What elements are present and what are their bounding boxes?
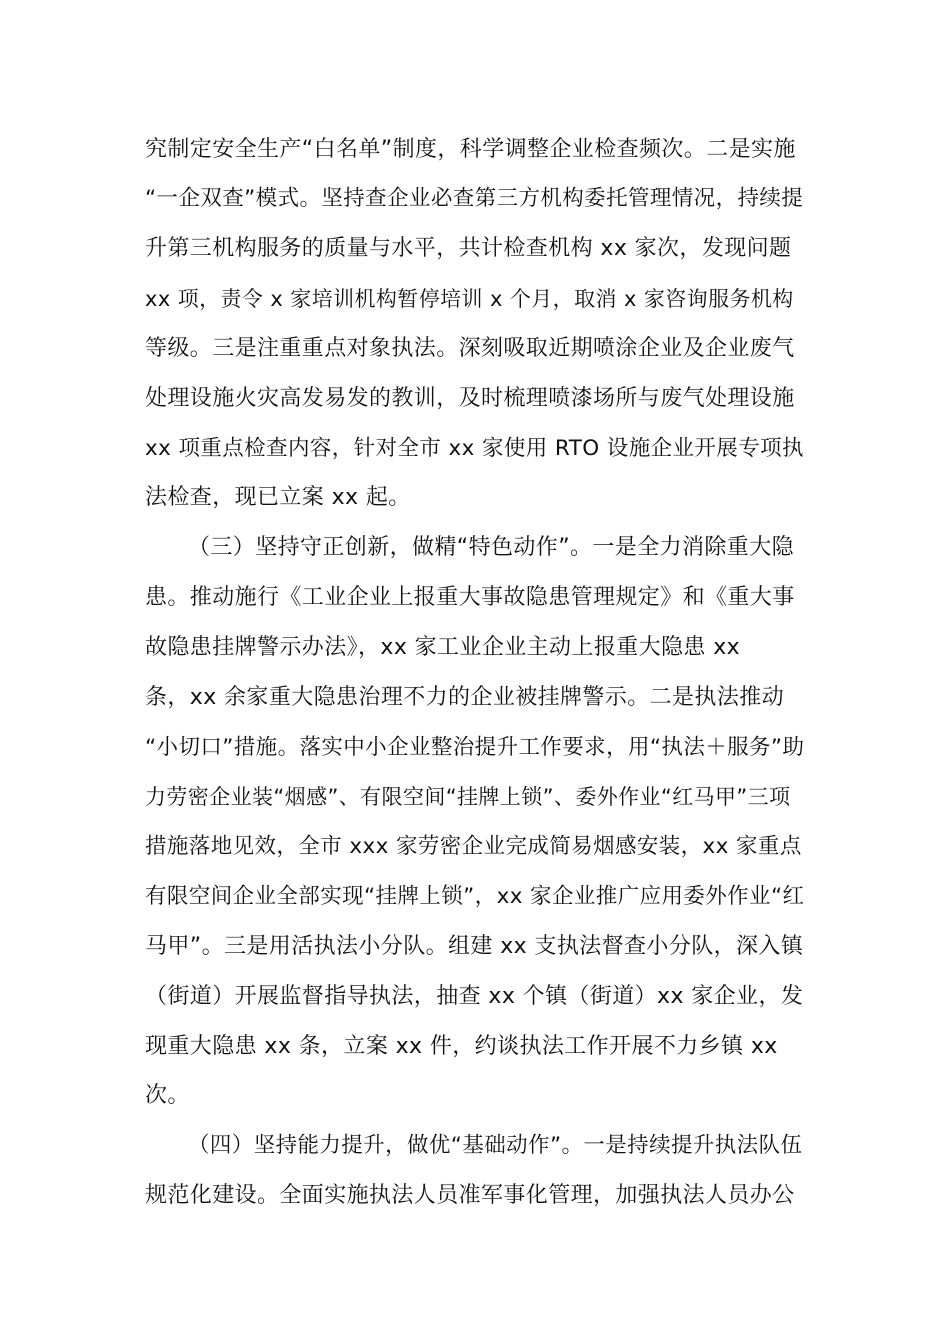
text-line: 处理设施火灾高发易发的教训，及时梳理喷漆场所与废气处理设施 (145, 386, 795, 411)
text-line: 条，xx 余家重大隐患治理不力的企业被挂牌警示。二是执法推动 (145, 685, 785, 710)
text-line: “一企双查”模式。坚持查企业必查第三方机构委托管理情况，持续提 (145, 186, 804, 211)
text-line: 患。推动施行《工业企业上报重大事故隐患管理规定》和《重大事 (145, 585, 795, 610)
section-heading-4: （四）坚持能力提升，做优“基础动作”。一是持续提升执法队伍 (188, 1133, 803, 1158)
section-heading-3: （三）坚持守正创新，做精“特色动作”。一是全力消除重大隐 (188, 535, 794, 560)
text-line: “小切口”措施。落实中小企业整治提升工作要求，用“执法＋服务”助 (145, 735, 805, 760)
text-line: 措施落地见效，全市 xxx 家劳密企业完成简易烟感安装，xx 家重点 (145, 834, 802, 859)
text-line: （街道）开展监督指导执法，抽查 xx 个镇（街道）xx 家企业，发 (145, 984, 804, 1009)
text-line: 规范化建设。全面实施执法人员准军事化管理，加强执法人员办公 (145, 1183, 795, 1208)
text-line: 现重大隐患 xx 条，立案 xx 件，约谈执法工作开展不力乡镇 xx (145, 1034, 778, 1059)
text-line: 故隐患挂牌警示办法》，xx 家工业企业主动上报重大隐患 xx (145, 635, 741, 660)
text-line: xx 项重点检查内容，针对全市 xx 家使用 RTO 设施企业开展专项执 (145, 436, 804, 461)
text-line: 究制定安全生产“白名单”制度，科学调整企业检查频次。二是实施 (145, 137, 796, 162)
text-line: 等级。三是注重重点对象执法。深刻吸取近期喷涂企业及企业废气 (145, 336, 795, 361)
text-line: xx 项，责令 x 家培训机构暂停培训 x 个月，取消 x 家咨询服务机构 (145, 287, 794, 311)
text-line: 力劳密企业装“烟感”、有限空间“挂牌上锁”、委外作业“红马甲”三项 (145, 785, 791, 809)
text-line: 升第三机构服务的质量与水平，共计检查机构 xx 家次，发现问题 (145, 236, 792, 261)
text-line: 法检查，现已立案 xx 起。 (145, 485, 411, 510)
text-line: 次。 (145, 1083, 190, 1108)
text-line: 有限空间企业全部实现“挂牌上锁”，xx 家企业推广应用委外作业“红 (145, 884, 805, 909)
text-line: 马甲”。三是用活执法小分队。组建 xx 支执法督查小分队，深入镇 (145, 934, 804, 959)
